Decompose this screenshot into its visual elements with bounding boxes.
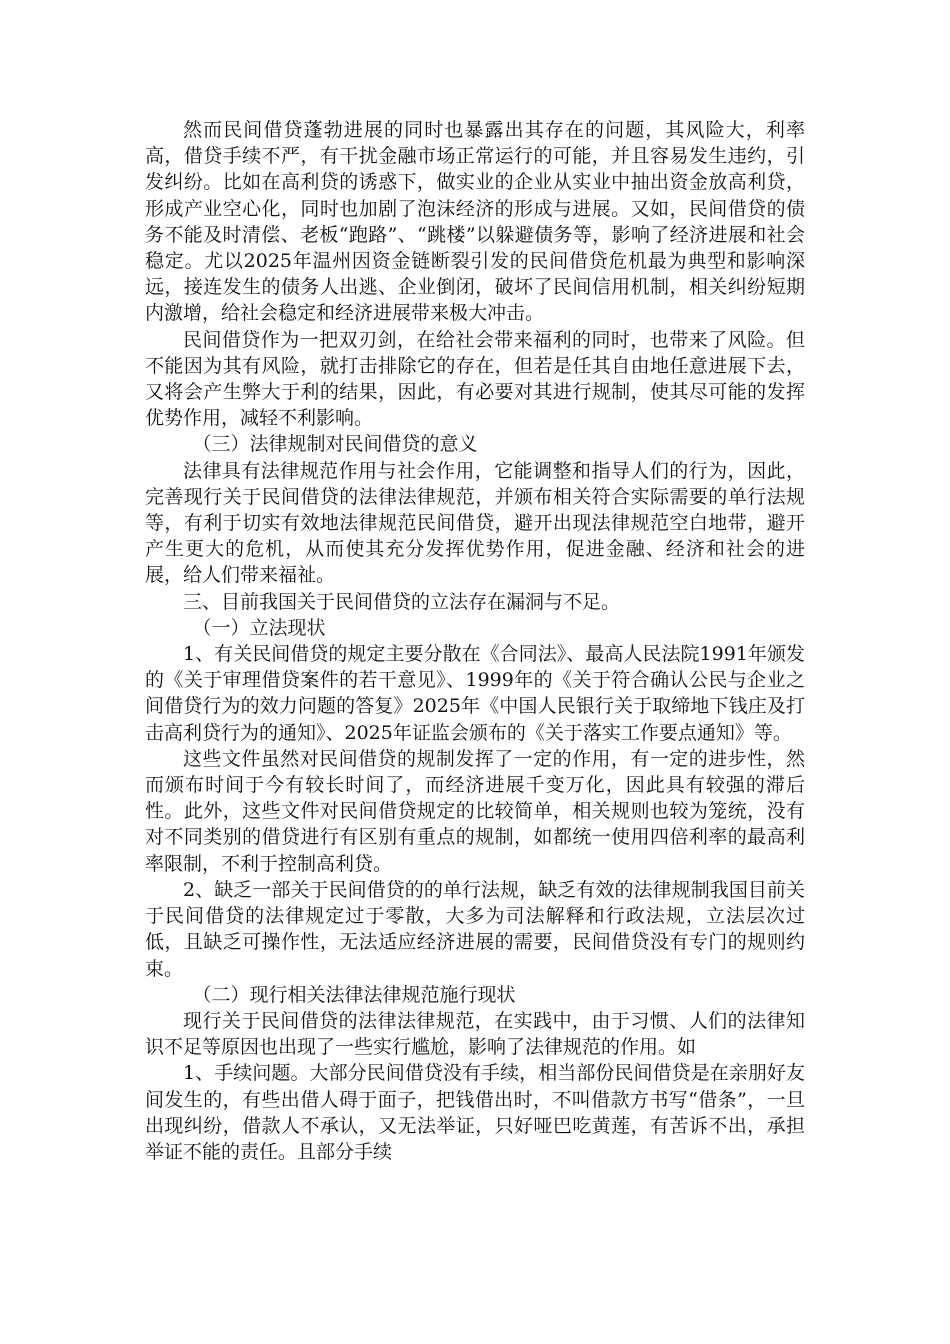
paragraph-lagging-documents: 这些文件虽然对民间借贷的规制发挥了一定的作用，有一定的进步性，然而颁布时间于今有较长时间了，而经济进展千变万化，因此具有较强的滞后性。此外，这些文件对民间借贷规定的比较简单，相关规则也较为笼统，没有对不同类别的借贷进行有区别有重点的规制，如都统一使用四倍利率的最高利率限制，不利于控制高利贷。 (145, 747, 805, 875)
paragraph-risks: 然而民间借贷蓬勃进展的同时也暴露出其存在的问题，其风险大，利率高，借贷手续不严，有干扰金融市场正常运行的可能，并且容易发生违约，引发纠纷。比如在高利贷的诱惑下，做实业的企业从实业中抽出资金放高利贷，形成产业空心化，同时也加剧了泡沫经济的形成与进展。又如，民间借贷的债务不能及时清偿、老板“跑路”、“跳楼”以躲避债务等，影响了经济进展和社会稳定。尤以2025年温州因资金链断裂引发的民间借贷危机最为典型和影响深远，接连发生的债务人出逃、企业倒闭，破坏了民间信用机制，相关纠纷短期内激增，给社会稳定和经济进展带来极大冲击。 (145, 119, 805, 325)
paragraph-scattered-regulations: 1、有关民间借贷的规定主要分散在《合同法》、最高人民法院1991年颁发的《关于审理借贷案件的若干意见》、1999年的《关于符合确认公民与企业之间借贷行为的效力问题的答复》2025年《中国人民银行关于取缔地下钱庄及打击高利贷行为的通知》、2025年证监会颁布的《关于落实工作要点通知》等。 (145, 643, 805, 744)
paragraph-implementation-awkwardness: 现行关于民间借贷的法律法律规范，在实践中，由于习惯、人们的法律知识不足等原因也出现了一些实行尴尬，影响了法律规范的作用。如 (145, 1009, 805, 1059)
chapter-heading-legislation-gaps: 三、目前我国关于民间借贷的立法存在漏洞与不足。 (183, 590, 621, 613)
paragraph-procedure-problem: 1、手续问题。大部分民间借贷没有手续，相当部份民间借贷是在亲朋好友间发生的，有些出借人碍于面子，把钱借出时，不叫借款方书写“借条”，一旦出现纠纷，借款人不承认，又无法举证，只好哑巴吃黄莲，有苦诉不出，承担举证不能的责任。且部分手续 (145, 1062, 805, 1163)
paragraph-double-edged-sword: 民间借贷作为一把双刃剑，在给社会带来福利的同时，也带来了风险。但不能因为其有风险，就打击排除它的存在，但若是任其自由地任意进展下去，又将会产生弊大于利的结果，因此，有必要对其进行规制，使其尽可能的发挥优势作用，减轻不利影响。 (145, 328, 805, 430)
paragraph-legal-function: 法律具有法律规范作用与社会作用，它能调整和指导人们的行为，因此，完善现行关于民间借贷的法律法律规范，并颁布相关符合实际需要的单行法规等，有利于切实有效地法律规范民间借贷，避开出现法律规范空白地带，避开产生更大的危机，从而使其充分发挥优势作用，促进金融、经济和社会的进展，给人们带来福祉。 (145, 459, 805, 587)
section-heading-legislation-status: （一）立法现状 (192, 616, 326, 639)
paragraph-lack-of-dedicated-law: 2、缺乏一部关于民间借贷的的单行法规，缺乏有效的法律规制我国目前关于民间借贷的法律规定过于零散，大多为司法解释和行政法规，立法层次过低，且缺乏可操作性，无法适应经济进展的需要，民间借贷没有专门的规则约束。 (145, 878, 805, 980)
section-heading-significance: （三）法律规制对民间借贷的意义 (192, 433, 478, 456)
document-body (145, 117, 805, 1165)
section-heading-implementation-status: （二）现行相关法律法律规范施行现状 (192, 983, 516, 1006)
